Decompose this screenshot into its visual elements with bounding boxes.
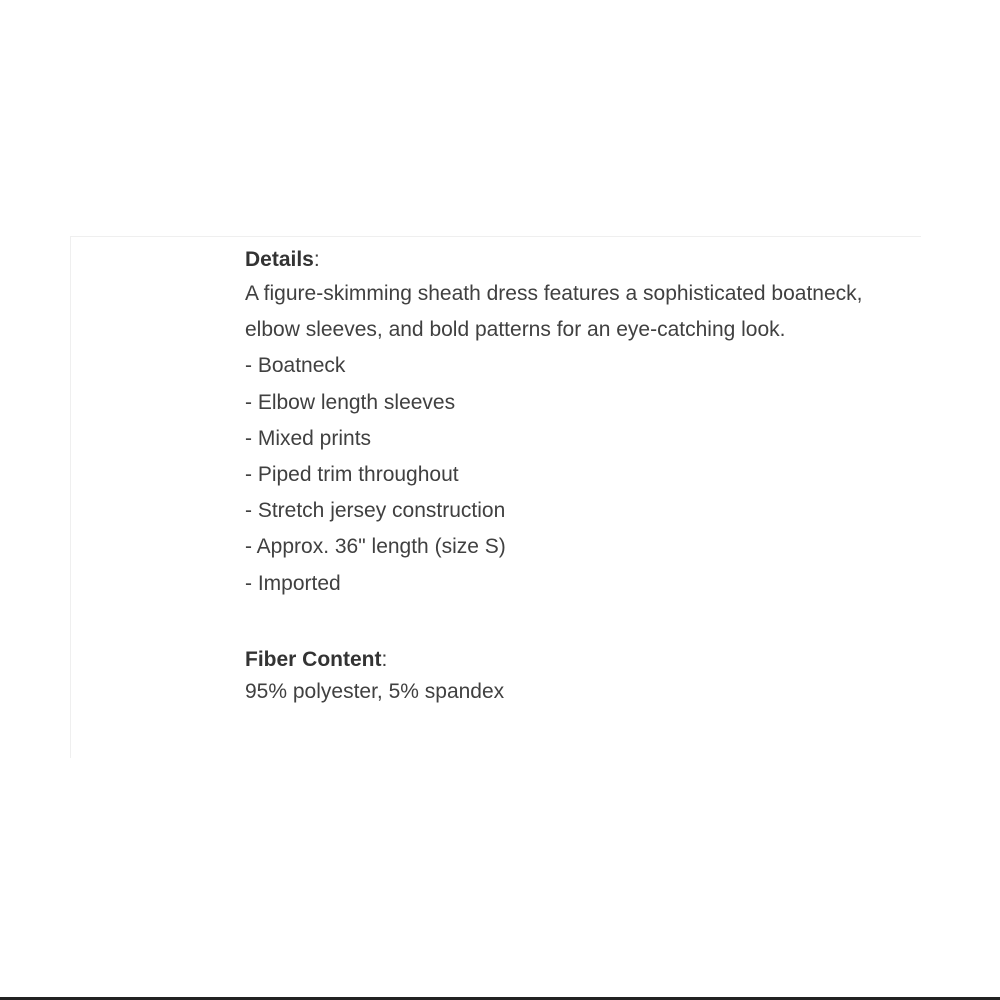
list-item: - Stretch jersey construction xyxy=(245,499,506,523)
details-description xyxy=(245,276,905,348)
list-item: - Elbow length sleeves xyxy=(245,390,456,414)
details-section xyxy=(245,244,905,602)
list-item: - Boatneck xyxy=(245,354,346,378)
list-item: - Approx. 36" length (size S) xyxy=(245,535,506,559)
fiber-content-section xyxy=(245,644,905,708)
fiber-content-heading xyxy=(245,644,905,676)
list-item: - Mixed prints xyxy=(245,426,372,450)
details-bullet-list xyxy=(245,348,905,601)
details-description-line: elbow sleeves, and bold patterns for an eye-catching look. xyxy=(245,318,786,342)
details-heading xyxy=(245,244,905,276)
list-item: - Imported xyxy=(245,571,341,595)
details-heading-label: Details xyxy=(245,248,314,271)
list-item: - Piped trim throughout xyxy=(245,463,459,487)
fiber-content-heading-colon: : xyxy=(381,648,388,671)
fiber-content-heading-label: Fiber Content xyxy=(245,648,382,671)
details-heading-colon: : xyxy=(313,248,320,271)
fiber-content-value: 95% polyester, 5% spandex xyxy=(245,680,505,703)
details-description-line: A figure-skimming sheath dress features a sophisticated boatneck, xyxy=(245,282,863,305)
